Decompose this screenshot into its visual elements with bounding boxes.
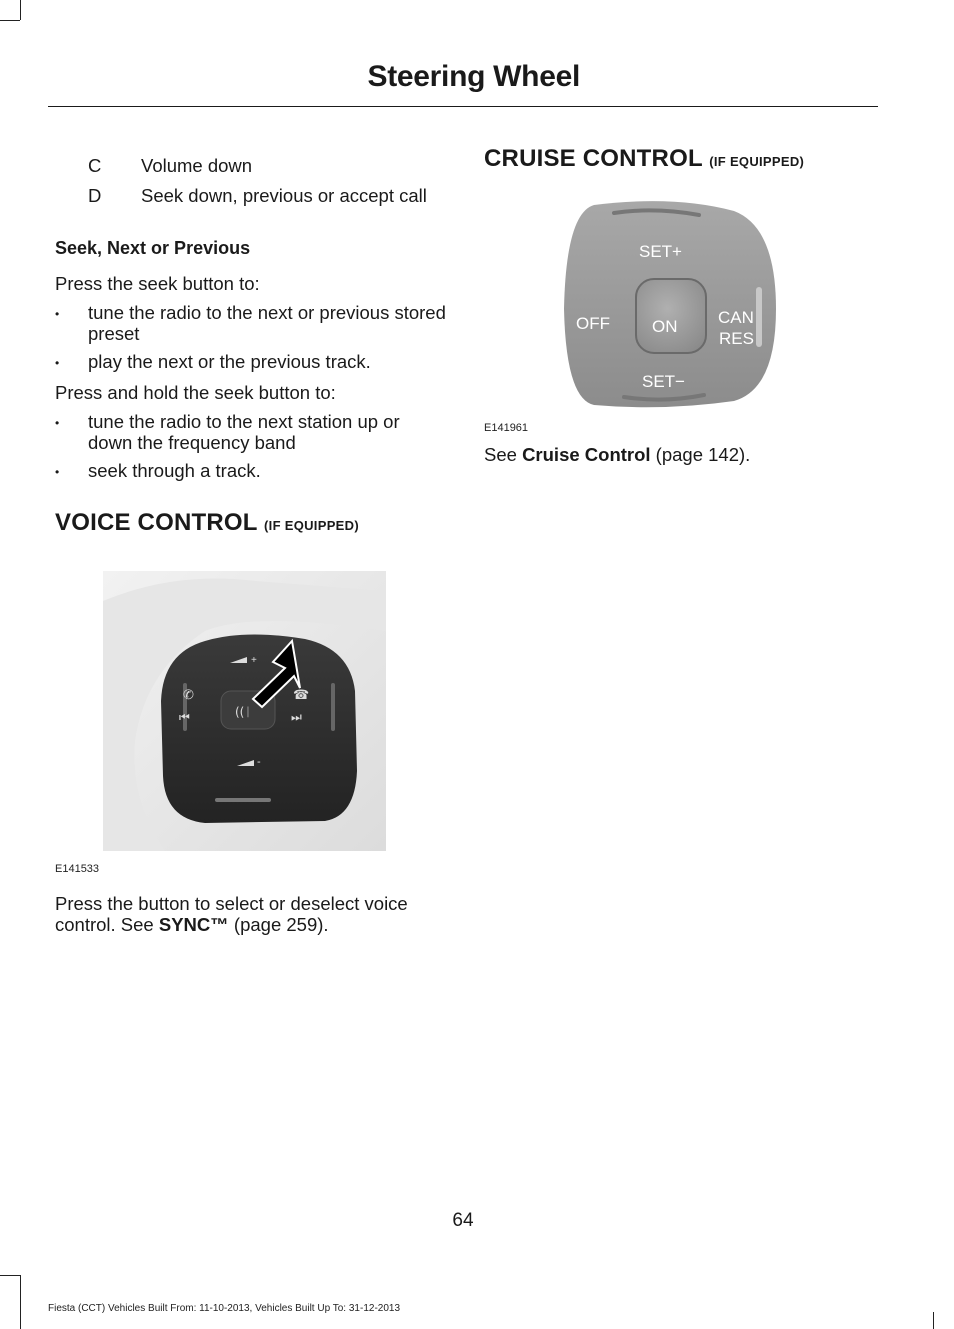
seek-hold-list — [55, 411, 447, 481]
page-title: Steering Wheel — [367, 60, 580, 93]
list-item: • tune the radio to the next or previous stored preset — [55, 302, 447, 344]
left-column — [55, 155, 447, 943]
cruise-control-heading-text: CRUISE CONTROL — [484, 145, 703, 172]
definition-row — [55, 155, 447, 176]
definition-key: C — [88, 155, 102, 176]
voice-control-figure — [55, 571, 447, 861]
seek-hold-intro: Press and hold the seek button to: — [55, 382, 336, 403]
definition-value: Volume down — [141, 155, 253, 176]
seek-press-intro: Press the seek button to: — [55, 273, 260, 294]
page-number: 64 — [452, 1210, 474, 1231]
pad-edge — [331, 683, 335, 731]
off-label: OFF — [576, 314, 610, 333]
on-label: ON — [652, 317, 678, 336]
pad-edge — [215, 798, 271, 802]
cruise-control-heading-note: (IF EQUIPPED) — [709, 154, 805, 169]
can-label: CAN — [718, 308, 754, 327]
voice-control-heading-note: (IF EQUIPPED) — [264, 518, 359, 533]
phone-end-icon: ☎ — [293, 688, 310, 703]
cruise-control-figure — [484, 199, 879, 414]
voice-control-heading — [55, 509, 447, 537]
list-item: • seek through a track. — [55, 460, 447, 481]
res-label: RES — [719, 329, 754, 348]
footer-text: Fiesta (CCT) Vehicles Built From: 11-10-2013, Vehicles Built Up To: 31-12-2013 — [48, 1303, 401, 1314]
list-item: • play the next or the previous track. — [55, 351, 447, 372]
voice-text-after: (page 259). — [228, 914, 329, 935]
seek-heading: Seek, Next or Previous — [55, 238, 251, 258]
seek-back-icon: ⏮ — [179, 710, 190, 724]
figure-caption: E141533 — [55, 863, 100, 875]
cruise-text-after: (page 142). — [650, 444, 751, 465]
sync-link[interactable]: SYNC™ — [158, 914, 229, 935]
voice-icon: ((ᛁ — [235, 705, 252, 719]
title-rule — [48, 106, 878, 107]
crop-mark — [20, 0, 21, 20]
voice-text-before: Press the button to select or deselect voice control. See — [55, 893, 408, 935]
on-button — [636, 279, 706, 353]
right-column — [484, 145, 879, 473]
voice-control-text — [55, 893, 447, 935]
definition-value: Seek down, previous or accept call — [141, 185, 427, 206]
volume-up-label: + — [251, 655, 257, 666]
cruise-control-heading — [484, 145, 879, 173]
definition-key: D — [88, 185, 102, 206]
definition-row — [55, 185, 447, 206]
cruise-control-link[interactable]: Cruise Control — [522, 444, 651, 465]
phone-accept-icon: ✆ — [183, 688, 194, 703]
crop-mark — [933, 1312, 934, 1329]
seek-forward-icon: ⏭ — [291, 710, 302, 724]
seek-press-list — [55, 302, 447, 372]
can-res-ridge — [756, 287, 762, 347]
cruise-text-before: See — [484, 444, 523, 465]
crop-mark — [20, 1275, 21, 1329]
list-item: • tune the radio to the next station up or down the frequency band — [55, 411, 447, 453]
voice-control-heading-text: VOICE CONTROL — [55, 509, 258, 536]
figure-caption: E141961 — [484, 422, 529, 434]
cruise-control-text — [484, 444, 879, 465]
set-minus-label: SET− — [642, 372, 685, 391]
crop-mark — [0, 1275, 20, 1276]
set-plus-label: SET+ — [639, 242, 682, 261]
crop-mark — [0, 20, 20, 21]
volume-down-label: - — [257, 756, 261, 768]
